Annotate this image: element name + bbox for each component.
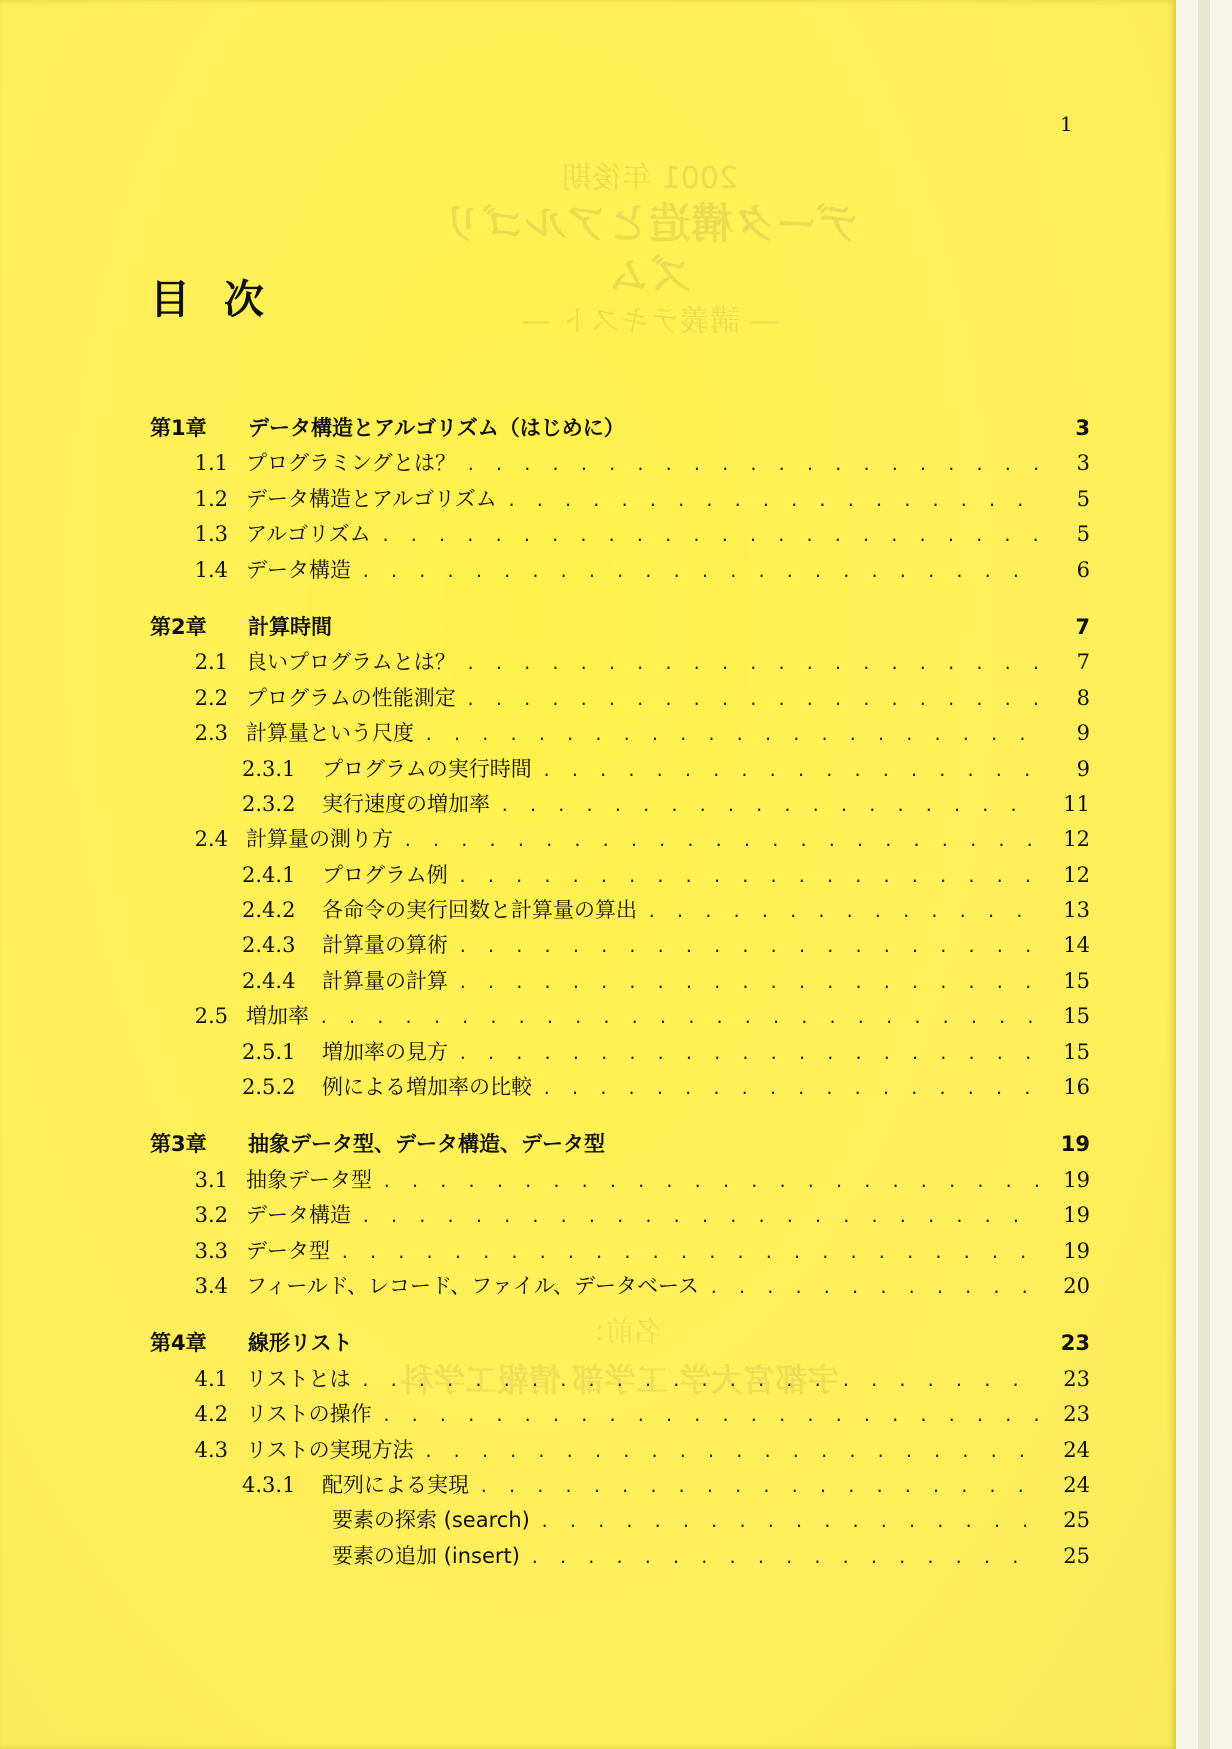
section-page: 20 [1063,1273,1090,1298]
section-title: フィールド、レコード、ファイル、データベース [246,1273,699,1298]
toc-entry[interactable] [150,1199,1090,1234]
subsection-page: 15 [1063,968,1090,993]
section-page: 12 [1063,827,1090,852]
chapter-title: 線形リスト [248,1331,353,1356]
section-title: データ構造とアルゴリズム [246,486,497,511]
subsection-title: プログラムの実行時間 [322,756,532,781]
leader-dots [647,902,1038,921]
section-page: 5 [1076,522,1090,547]
leader-dots [319,1008,1038,1027]
paragraph-title: 要素の探索 (search) [332,1508,530,1533]
chapter-page: 23 [1060,1331,1090,1356]
chapter-title: 抽象データ型、データ構造、データ型 [248,1132,605,1157]
section-page: 23 [1063,1402,1090,1427]
leader-dots [381,526,1038,545]
subsection-number: 2.5.1 [242,1039,296,1064]
chapter-heading[interactable] [150,611,1090,646]
chapter-heading[interactable] [150,412,1090,447]
leader-dots [542,1079,1038,1098]
toc-entry[interactable] [150,929,1090,964]
toc-entry[interactable] [150,1000,1090,1035]
section-title: リストとは [246,1366,351,1391]
section-number: 2.4 [194,827,228,852]
section-page: 9 [1076,721,1090,746]
leader-dots [340,1243,1038,1262]
section-title: データ構造 [246,1203,351,1228]
section-number: 3.4 [194,1273,228,1298]
subsection-title: 各命令の実行回数と計算量の算出 [322,898,637,923]
leader-dots [709,1278,1038,1297]
chapter-heading[interactable] [150,1327,1090,1362]
subsection-number: 4.3.1 [242,1472,296,1497]
section-page: 8 [1076,685,1090,710]
subsection-number: 2.4.4 [242,968,296,993]
subsection-number: 2.4.2 [242,898,296,923]
leader-dots [424,725,1038,744]
toc-entry[interactable] [150,1235,1090,1270]
section-page: 6 [1076,557,1090,582]
toc-entry[interactable] [150,483,1090,518]
toc-entry[interactable] [150,1071,1090,1106]
toc-entry[interactable] [150,1363,1090,1398]
page-number: 1 [1060,112,1073,136]
section-title: 計算量という尺度 [246,721,414,746]
leader-dots [479,1477,1038,1496]
toc-entry[interactable] [150,1036,1090,1071]
section-title: リストの操作 [246,1402,372,1427]
section-page: 15 [1063,1004,1090,1029]
toc-entry[interactable] [150,753,1090,788]
paragraph-title: 要素の追加 (insert) [332,1543,520,1568]
chapter-title: 計算時間 [248,614,332,639]
section-title: データ構造 [246,557,351,582]
toc-entry[interactable] [150,1504,1090,1539]
section-number: 4.1 [194,1366,228,1391]
toc-entry[interactable] [150,823,1090,858]
toc-entry[interactable] [150,1469,1090,1504]
section-page: 5 [1076,486,1090,511]
toc-chapter-2 [150,611,1090,1106]
leader-dots [500,796,1038,815]
chapter-number: 第1章 [150,416,207,440]
section-number: 1.4 [194,557,228,582]
subsection-page: 15 [1063,1039,1090,1064]
leader-dots [361,1207,1038,1226]
section-page: 19 [1063,1167,1090,1192]
section-title: プログラミングとは？ [246,451,456,476]
chapter-number: 第2章 [150,614,207,639]
subsection-title: 例による増加率の比較 [322,1075,532,1100]
scan-edge [1198,0,1210,1749]
toc-entry[interactable] [150,646,1090,681]
subsection-title: 実行速度の増加率 [322,791,490,816]
toc-entry[interactable] [150,518,1090,553]
section-number: 2.3 [194,721,228,746]
chapter-heading[interactable] [150,1128,1090,1163]
leader-dots [530,1548,1038,1567]
chapter-page: 19 [1060,1132,1090,1157]
subsection-page: 14 [1063,933,1090,958]
toc-entry[interactable] [150,1164,1090,1199]
leader-dots [458,937,1038,956]
section-title: リストの実現方法 [246,1437,414,1462]
section-number: 3.3 [194,1238,228,1263]
section-number: 3.1 [194,1167,228,1192]
subsection-title: 配列による実現 [322,1472,469,1497]
paragraph-page: 25 [1063,1543,1090,1568]
subsection-number: 2.3.1 [242,756,296,781]
chapter-page: 3 [1075,416,1090,440]
section-title: データ型 [246,1238,330,1263]
section-number: 1.3 [194,522,228,547]
section-number: 3.2 [194,1203,228,1228]
section-title: 増加率 [246,1004,309,1029]
subsection-number: 2.4.1 [242,862,296,887]
leader-dots [466,690,1038,709]
section-page: 19 [1063,1203,1090,1228]
chapter-title: データ構造とアルゴリズム（はじめに） [248,416,625,440]
toc-entry[interactable] [150,682,1090,717]
page-title: 目 次 [150,277,274,323]
subsection-number: 2.4.3 [242,933,296,958]
leader-dots [361,1371,1038,1390]
toc-entry[interactable] [150,894,1090,929]
toc-entry[interactable] [150,1434,1090,1469]
section-page: 3 [1076,451,1090,476]
leader-dots [542,761,1038,780]
paragraph-page: 25 [1063,1508,1090,1533]
toc-entry[interactable] [150,788,1090,823]
section-number: 2.5 [194,1004,228,1029]
section-title: プログラムの性能測定 [246,685,456,710]
toc-chapter-4 [150,1327,1090,1575]
subsection-number: 2.3.2 [242,791,296,816]
subsection-page: 12 [1063,862,1090,887]
scan-margin [1176,0,1232,1749]
toc-entry[interactable] [150,859,1090,894]
leader-dots [458,867,1038,886]
section-number: 4.2 [194,1402,228,1427]
section-page: 23 [1063,1366,1090,1391]
subsection-title: 増加率の見方 [322,1039,448,1064]
leader-dots [466,455,1038,474]
section-number: 1.1 [194,451,228,476]
toc-chapter-3 [150,1128,1090,1305]
toc-entry[interactable] [150,1270,1090,1305]
section-page: 24 [1063,1437,1090,1462]
toc-entry[interactable] [150,554,1090,589]
chapter-number: 第4章 [150,1331,207,1356]
toc-chapter-1 [150,412,1090,589]
leader-dots [403,831,1038,850]
table-of-contents [150,412,1090,1597]
toc-entry[interactable] [150,447,1090,482]
leader-dots [540,1512,1038,1531]
section-title: 抽象データ型 [246,1167,372,1192]
subsection-title: 計算量の計算 [322,968,448,993]
leader-dots [424,1442,1038,1461]
leader-dots [507,491,1038,510]
subsection-page: 13 [1063,898,1090,923]
chapter-number: 第3章 [150,1132,207,1157]
subsection-title: プログラム例 [322,862,448,887]
section-number: 4.3 [194,1437,228,1462]
leader-dots [458,1044,1038,1063]
subsection-number: 2.5.2 [242,1075,296,1100]
section-title: 良いプログラムとは？ [246,650,456,675]
subsection-page: 11 [1063,791,1090,816]
chapter-page: 7 [1075,614,1090,639]
section-title: 計算量の測り方 [246,827,393,852]
section-number: 2.1 [194,650,228,675]
leader-dots [458,973,1038,992]
subsection-page: 9 [1076,756,1090,781]
subsection-page: 24 [1063,1472,1090,1497]
leader-dots [382,1406,1038,1425]
section-number: 2.2 [194,685,228,710]
section-page: 19 [1063,1238,1090,1263]
toc-entry[interactable] [150,717,1090,752]
section-title: アルゴリズム [246,522,371,547]
leader-dots [466,654,1038,673]
subsection-page: 16 [1063,1075,1090,1100]
section-page: 7 [1076,650,1090,675]
section-number: 1.2 [194,486,228,511]
leader-dots [382,1172,1038,1191]
toc-entry[interactable] [150,965,1090,1000]
toc-entry[interactable] [150,1540,1090,1575]
subsection-title: 計算量の算術 [322,933,448,958]
toc-entry[interactable] [150,1398,1090,1433]
leader-dots [361,562,1038,581]
